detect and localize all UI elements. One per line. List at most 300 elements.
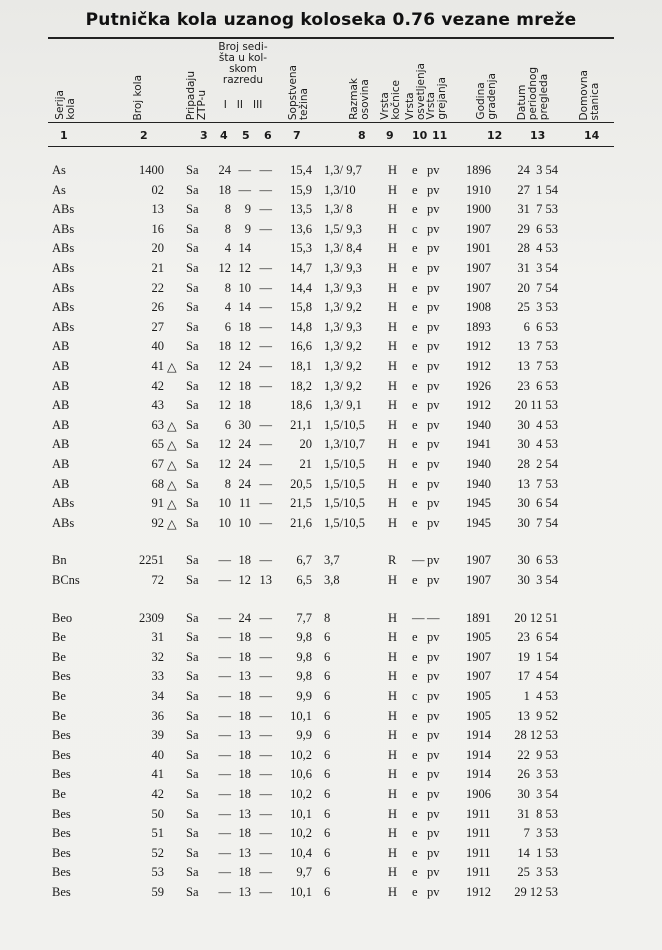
cell-dat: 17 4 54 <box>517 669 558 683</box>
cell-osv: e <box>412 807 418 821</box>
cell-osv: e <box>412 728 418 742</box>
colnum-rule <box>48 146 614 147</box>
cell-pri: Sa <box>186 379 199 393</box>
cell-tezina: 6,7 <box>296 553 312 567</box>
table-row <box>0 398 662 417</box>
cell-broj: 43 <box>151 398 164 412</box>
cell-broj: 36 <box>151 709 164 723</box>
cell-tezina: 9,8 <box>296 630 312 644</box>
cell-tezina: 15,8 <box>290 300 312 314</box>
cell-dat: 13 7 53 <box>517 359 558 373</box>
cell-gre: pv <box>427 202 440 216</box>
cell-god: 1911 <box>466 846 491 860</box>
cell-tri: △ <box>167 419 177 433</box>
cell-god: 1926 <box>466 379 491 393</box>
cell-gre: pv <box>427 281 440 295</box>
cell-broj: 16 <box>151 222 164 236</box>
table-header <box>0 42 662 120</box>
cell-tezina: 21,6 <box>290 516 312 530</box>
cell-kocnica: H <box>388 728 398 742</box>
cell-s3: — <box>259 457 272 471</box>
cell-gre: pv <box>427 418 440 432</box>
cell-serija: ABs <box>52 222 75 236</box>
cell-s1: — <box>218 689 231 703</box>
cell-serija: Bes <box>52 826 71 840</box>
cell-razmak: 1,5/ 9,3 <box>324 222 362 236</box>
cell-pri: Sa <box>186 767 199 781</box>
cell-gre: pv <box>427 865 440 879</box>
cell-pri: Sa <box>186 630 199 644</box>
cell-serija: ABs <box>52 496 75 510</box>
cell-s3: — <box>259 437 272 451</box>
table-row <box>0 300 662 319</box>
cell-broj: 27 <box>151 320 164 334</box>
table-row <box>0 496 662 515</box>
table-row <box>0 689 662 708</box>
cell-kocnica: H <box>388 163 398 177</box>
cell-tezina: 14,4 <box>290 281 312 295</box>
table-row <box>0 261 662 280</box>
cell-s3: — <box>259 611 272 625</box>
cell-s1: 8 <box>224 477 231 491</box>
cell-s3: — <box>259 689 272 703</box>
cell-razmak: 1,3/10,7 <box>324 437 365 451</box>
cell-s2: 11 <box>238 496 251 510</box>
cell-pri: Sa <box>186 418 199 432</box>
cell-s2: 14 <box>238 241 251 255</box>
cell-osv: e <box>412 320 418 334</box>
cell-gre: pv <box>427 477 440 491</box>
cell-razmak: 6 <box>324 630 331 644</box>
cell-dat: 23 6 53 <box>517 379 558 393</box>
cell-gre: pv <box>427 437 440 451</box>
cell-pri: Sa <box>186 516 199 530</box>
cell-serija: Be <box>52 689 66 703</box>
cell-s3: — <box>259 885 272 899</box>
cell-osv: e <box>412 787 418 801</box>
cell-broj: 40 <box>151 339 164 353</box>
cell-broj: 33 <box>151 669 164 683</box>
cell-pri: Sa <box>186 398 199 412</box>
cell-pri: Sa <box>186 611 199 625</box>
cell-gre: pv <box>427 630 440 644</box>
cell-tezina: 9,9 <box>296 689 312 703</box>
cell-s1: 8 <box>224 281 231 295</box>
cell-s1: — <box>218 650 231 664</box>
cell-razmak: 1,3/ 9,3 <box>324 261 362 275</box>
cell-osv: e <box>412 379 418 393</box>
cell-pri: Sa <box>186 748 199 762</box>
header-tezina: Sopstvena težina <box>287 64 310 120</box>
cell-god: 1907 <box>466 261 491 275</box>
cell-gre: pv <box>427 496 440 510</box>
cell-gre: pv <box>427 183 440 197</box>
cell-serija: ABs <box>52 241 75 255</box>
cell-dat: 31 8 53 <box>517 807 558 821</box>
cell-osv: c <box>412 222 418 236</box>
cell-osv: e <box>412 885 418 899</box>
cell-god: 1940 <box>466 418 491 432</box>
cell-gre: pv <box>427 300 440 314</box>
cell-dat: 30 7 54 <box>517 516 558 530</box>
cell-dat: 28 4 53 <box>517 241 558 255</box>
cell-razmak: 1,3/ 9,1 <box>324 398 362 412</box>
cell-broj: 52 <box>151 846 164 860</box>
cell-s1: 12 <box>218 437 231 451</box>
cell-broj: 41 <box>151 359 164 373</box>
cell-osv: e <box>412 183 418 197</box>
cell-broj: 39 <box>151 728 164 742</box>
cell-broj: 2251 <box>139 553 164 567</box>
cell-tezina: 7,7 <box>296 611 312 625</box>
cell-s1: 8 <box>224 222 231 236</box>
cell-gre: pv <box>427 885 440 899</box>
cell-tri: △ <box>167 497 177 511</box>
cell-broj: 67 <box>151 457 164 471</box>
cell-pri: Sa <box>186 163 199 177</box>
cell-kocnica: H <box>388 630 398 644</box>
cell-s1: 12 <box>218 457 231 471</box>
table-row <box>0 183 662 202</box>
page-title: Putnička kola uzanog koloseka 0.76 vezane mreže <box>85 10 577 30</box>
cell-s3: — <box>259 222 272 236</box>
cell-s3: — <box>259 379 272 393</box>
cell-dat: 30 3 54 <box>517 573 558 587</box>
cell-pri: Sa <box>186 865 199 879</box>
cell-s2: 10 <box>238 516 251 530</box>
cell-razmak: 6 <box>324 865 331 879</box>
cell-tri: △ <box>167 517 177 531</box>
cell-tezina: 18,1 <box>290 359 312 373</box>
cell-osv: e <box>412 865 418 879</box>
cell-osv: e <box>412 457 418 471</box>
cell-serija: Be <box>52 709 66 723</box>
cell-dat: 23 6 54 <box>517 630 558 644</box>
cell-kocnica: H <box>388 846 398 860</box>
cell-pri: Sa <box>186 807 199 821</box>
cell-s1: 8 <box>224 202 231 216</box>
cell-s2: 18 <box>238 630 251 644</box>
table-row <box>0 241 662 260</box>
cell-tezina: 10,6 <box>290 767 312 781</box>
cell-dat: 13 7 53 <box>517 339 558 353</box>
cell-razmak: 1,5/10,5 <box>324 457 365 471</box>
colnum-8: 8 <box>358 129 366 142</box>
cell-dat: 20 12 51 <box>514 611 558 625</box>
cell-razmak: 6 <box>324 767 331 781</box>
cell-kocnica: H <box>388 669 398 683</box>
cell-osv: e <box>412 826 418 840</box>
cell-tezina: 20,5 <box>290 477 312 491</box>
cell-s3: — <box>259 477 272 491</box>
cell-tezina: 18,6 <box>290 398 312 412</box>
cell-osv: e <box>412 418 418 432</box>
cell-dat: 28 2 54 <box>517 457 558 471</box>
cell-dat: 14 1 53 <box>517 846 558 860</box>
cell-serija: ABs <box>52 281 75 295</box>
cell-gre: pv <box>427 787 440 801</box>
cell-kocnica: H <box>388 222 398 236</box>
cell-tezina: 13,6 <box>290 222 312 236</box>
cell-s2: 18 <box>238 787 251 801</box>
cell-s2: 18 <box>238 748 251 762</box>
cell-tezina: 9,7 <box>296 865 312 879</box>
cell-serija: Be <box>52 650 66 664</box>
cell-osv: e <box>412 748 418 762</box>
cell-pri: Sa <box>186 437 199 451</box>
cell-broj: 51 <box>151 826 164 840</box>
cell-s3: — <box>259 516 272 530</box>
cell-s1: 12 <box>218 261 231 275</box>
cell-s3: — <box>259 650 272 664</box>
cell-kocnica: H <box>388 320 398 334</box>
cell-tezina: 6,5 <box>296 573 312 587</box>
table-row <box>0 885 662 904</box>
cell-god: 1911 <box>466 807 491 821</box>
table-row <box>0 553 662 572</box>
cell-pri: Sa <box>186 553 199 567</box>
table-row <box>0 669 662 688</box>
header-datum: Datum periodnog pregleda <box>516 66 550 120</box>
cell-god: 1905 <box>466 709 491 723</box>
cell-osv: e <box>412 650 418 664</box>
cell-serija: AB <box>52 477 70 491</box>
cell-razmak: 6 <box>324 689 331 703</box>
cell-pri: Sa <box>186 457 199 471</box>
table-row <box>0 477 662 496</box>
cell-gre: pv <box>427 339 440 353</box>
cell-broj: 20 <box>151 241 164 255</box>
cell-s1: — <box>218 573 231 587</box>
table-row <box>0 650 662 669</box>
cell-god: 1912 <box>466 885 491 899</box>
cell-god: 1907 <box>466 222 491 236</box>
table-row <box>0 516 662 535</box>
cell-s2: 30 <box>238 418 251 432</box>
cell-s2: 13 <box>238 885 251 899</box>
cell-gre: — <box>427 611 440 625</box>
cell-s1: — <box>218 826 231 840</box>
cell-osv: e <box>412 339 418 353</box>
cell-osv: e <box>412 163 418 177</box>
cell-kocnica: H <box>388 241 398 255</box>
cell-broj: 13 <box>151 202 164 216</box>
cell-gre: pv <box>427 650 440 664</box>
cell-s1: 24 <box>218 163 231 177</box>
cell-gre: pv <box>427 163 440 177</box>
cell-osv: e <box>412 709 418 723</box>
colnum-4: 4 <box>220 129 228 142</box>
cell-god: 1914 <box>466 728 491 742</box>
colnum-1: 1 <box>60 129 68 142</box>
cell-kocnica: H <box>388 787 398 801</box>
cell-pri: Sa <box>186 496 199 510</box>
cell-s1: — <box>218 807 231 821</box>
table-row <box>0 222 662 241</box>
cell-dat: 30 3 54 <box>517 787 558 801</box>
cell-broj: 21 <box>151 261 164 275</box>
cell-god: 1891 <box>466 611 491 625</box>
colnum-3: 3 <box>200 129 208 142</box>
cell-tezina: 10,2 <box>290 787 312 801</box>
cell-tezina: 14,8 <box>290 320 312 334</box>
cell-dat: 20 7 54 <box>517 281 558 295</box>
cell-tezina: 10,2 <box>290 748 312 762</box>
cell-gre: pv <box>427 359 440 373</box>
cell-pri: Sa <box>186 787 199 801</box>
cell-dat: 7 3 53 <box>523 826 558 840</box>
colnum-13: 13 <box>530 129 546 142</box>
cell-razmak: 3,8 <box>324 573 340 587</box>
colnum-6: 6 <box>264 129 272 142</box>
cell-gre: pv <box>427 516 440 530</box>
cell-pri: Sa <box>186 281 199 295</box>
cell-tezina: 15,9 <box>290 183 312 197</box>
cell-pri: Sa <box>186 885 199 899</box>
cell-tezina: 10,4 <box>290 846 312 860</box>
cell-serija: Be <box>52 787 66 801</box>
cell-serija: Beo <box>52 611 73 625</box>
cell-s2: 12 <box>238 261 251 275</box>
cell-god: 1910 <box>466 183 491 197</box>
cell-s3: — <box>259 183 272 197</box>
colnum-14: 14 <box>584 129 600 142</box>
cell-gre: pv <box>427 457 440 471</box>
cell-kocnica: H <box>388 398 398 412</box>
cell-kocnica: H <box>388 748 398 762</box>
table-row <box>0 767 662 786</box>
cell-razmak: 6 <box>324 885 331 899</box>
cell-s3: — <box>259 787 272 801</box>
cell-s3: — <box>259 669 272 683</box>
cell-god: 1900 <box>466 202 491 216</box>
cell-razmak: 1,3/ 9,3 <box>324 320 362 334</box>
table-row <box>0 630 662 649</box>
cell-gre: pv <box>427 689 440 703</box>
cell-gre: pv <box>427 748 440 762</box>
cell-kocnica: H <box>388 516 398 530</box>
cell-s3: — <box>259 202 272 216</box>
cell-s3: — <box>259 163 272 177</box>
cell-s3: — <box>259 553 272 567</box>
cell-s1: — <box>218 553 231 567</box>
cell-s2: 24 <box>238 359 251 373</box>
cell-kocnica: H <box>388 202 398 216</box>
cell-osv: e <box>412 669 418 683</box>
cell-s2: 18 <box>238 553 251 567</box>
cell-s3: — <box>259 865 272 879</box>
cell-osv: e <box>412 359 418 373</box>
cell-broj: 65 <box>151 437 164 451</box>
cell-god: 1907 <box>466 669 491 683</box>
colnum-10: 10 <box>412 129 428 142</box>
top-rule <box>48 37 614 39</box>
cell-razmak: 6 <box>324 846 331 860</box>
cell-serija: Bes <box>52 728 71 742</box>
cell-god: 1945 <box>466 496 491 510</box>
cell-dat: 28 12 53 <box>514 728 558 742</box>
cell-tezina: 15,4 <box>290 163 312 177</box>
cell-tri: △ <box>167 360 177 374</box>
cell-s2: 18 <box>238 689 251 703</box>
table-row <box>0 418 662 437</box>
cell-osv: e <box>412 437 418 451</box>
cell-s1: — <box>218 669 231 683</box>
cell-pri: Sa <box>186 709 199 723</box>
cell-serija: Bes <box>52 885 71 899</box>
cell-god: 1912 <box>466 359 491 373</box>
table-row <box>0 787 662 806</box>
table-row <box>0 437 662 456</box>
table-row <box>0 826 662 845</box>
colnum-5: 5 <box>242 129 250 142</box>
cell-razmak: 6 <box>324 787 331 801</box>
cell-pri: Sa <box>186 826 199 840</box>
cell-kocnica: H <box>388 261 398 275</box>
table-row <box>0 807 662 826</box>
cell-osv: e <box>412 241 418 255</box>
cell-god: 1905 <box>466 630 491 644</box>
table-row <box>0 163 662 182</box>
cell-osv: e <box>412 477 418 491</box>
cell-dat: 13 9 52 <box>517 709 558 723</box>
cell-tezina: 13,5 <box>290 202 312 216</box>
cell-s1: — <box>218 846 231 860</box>
cell-razmak: 1,5/10,5 <box>324 496 365 510</box>
cell-tezina: 10,1 <box>290 709 312 723</box>
cell-god: 1914 <box>466 748 491 762</box>
cell-kocnica: H <box>388 767 398 781</box>
cell-s1: 6 <box>224 320 231 334</box>
cell-s3: — <box>259 418 272 432</box>
cell-osv: e <box>412 767 418 781</box>
cell-s1: — <box>218 767 231 781</box>
cell-broj: 34 <box>151 689 164 703</box>
cell-god: 1941 <box>466 437 491 451</box>
cell-god: 1907 <box>466 573 491 587</box>
colnum-12: 12 <box>487 129 503 142</box>
cell-s3: — <box>259 728 272 742</box>
cell-kocnica: H <box>388 826 398 840</box>
cell-dat: 26 3 53 <box>517 767 558 781</box>
cell-tezina: 15,3 <box>290 241 312 255</box>
cell-s2: 14 <box>238 300 251 314</box>
cell-serija: AB <box>52 457 70 471</box>
cell-dat: 30 4 53 <box>517 418 558 432</box>
cell-gre: pv <box>427 379 440 393</box>
cell-gre: pv <box>427 728 440 742</box>
cell-serija: ABs <box>52 261 75 275</box>
cell-dat: 25 3 53 <box>517 865 558 879</box>
cell-gre: pv <box>427 669 440 683</box>
cell-tezina: 9,9 <box>296 728 312 742</box>
cell-broj: 91 <box>151 496 164 510</box>
cell-s1: 18 <box>218 339 231 353</box>
cell-razmak: 6 <box>324 826 331 840</box>
cell-s2: — <box>238 183 251 197</box>
cell-s3: — <box>259 339 272 353</box>
cell-dat: 27 1 54 <box>517 183 558 197</box>
cell-razmak: 1,5/10,5 <box>324 418 365 432</box>
cell-god: 1940 <box>466 457 491 471</box>
cell-s3: — <box>259 748 272 762</box>
cell-broj: 32 <box>151 650 164 664</box>
cell-serija: As <box>52 163 66 177</box>
cell-razmak: 1,5/10,5 <box>324 516 365 530</box>
cell-tezina: 16,6 <box>290 339 312 353</box>
cell-broj: 41 <box>151 767 164 781</box>
cell-broj: 1400 <box>139 163 164 177</box>
